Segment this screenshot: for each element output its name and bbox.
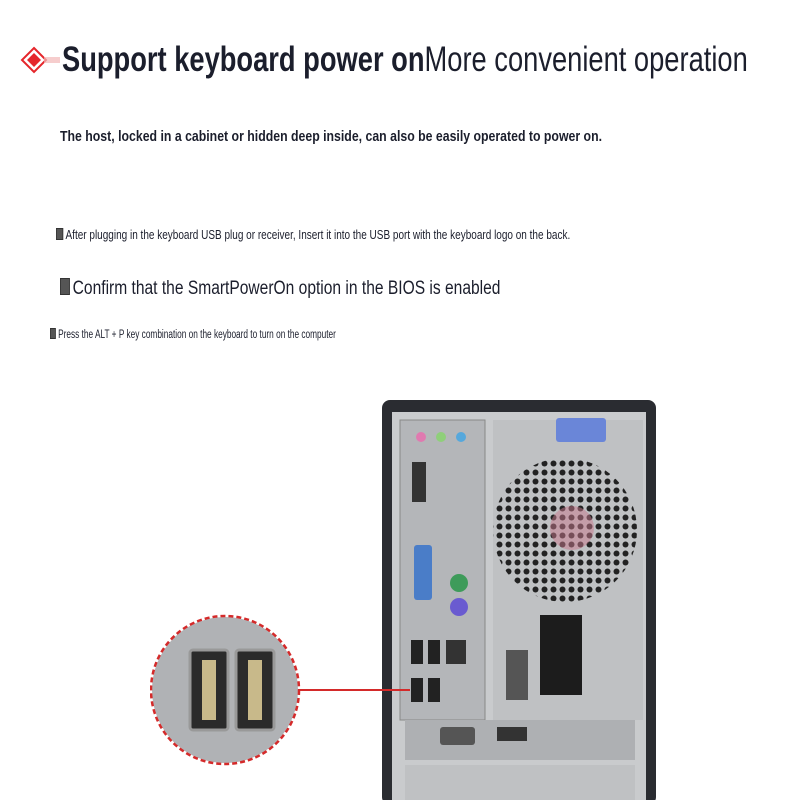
pc-rear-panel-image [150, 395, 670, 800]
bullet-icon [60, 278, 70, 295]
step-3 [50, 328, 336, 341]
headline [62, 40, 748, 80]
headline-main: Support keyboard power on [62, 40, 425, 79]
bullet-icon [50, 328, 56, 339]
subtitle: The host, locked in a cabinet or hidden deep inside, can also be easily operated to power on. [60, 128, 603, 145]
step-1 [56, 228, 570, 242]
step-2 [60, 278, 500, 300]
step-2-text: Confirm that the SmartPowerOn option in the BIOS is enabled [72, 278, 501, 300]
step-3-text: Press the ALT + P key combination on the keyboard to turn on the computer [58, 329, 336, 342]
bullet-icon [56, 228, 63, 240]
step-1-text: After plugging in the keyboard USB plug or receiver, Insert it into the USB port with the keyboard logo on the back. [65, 228, 571, 242]
red-diamond-icon [20, 46, 60, 74]
headline-secondary: More convenient operation [424, 40, 748, 79]
